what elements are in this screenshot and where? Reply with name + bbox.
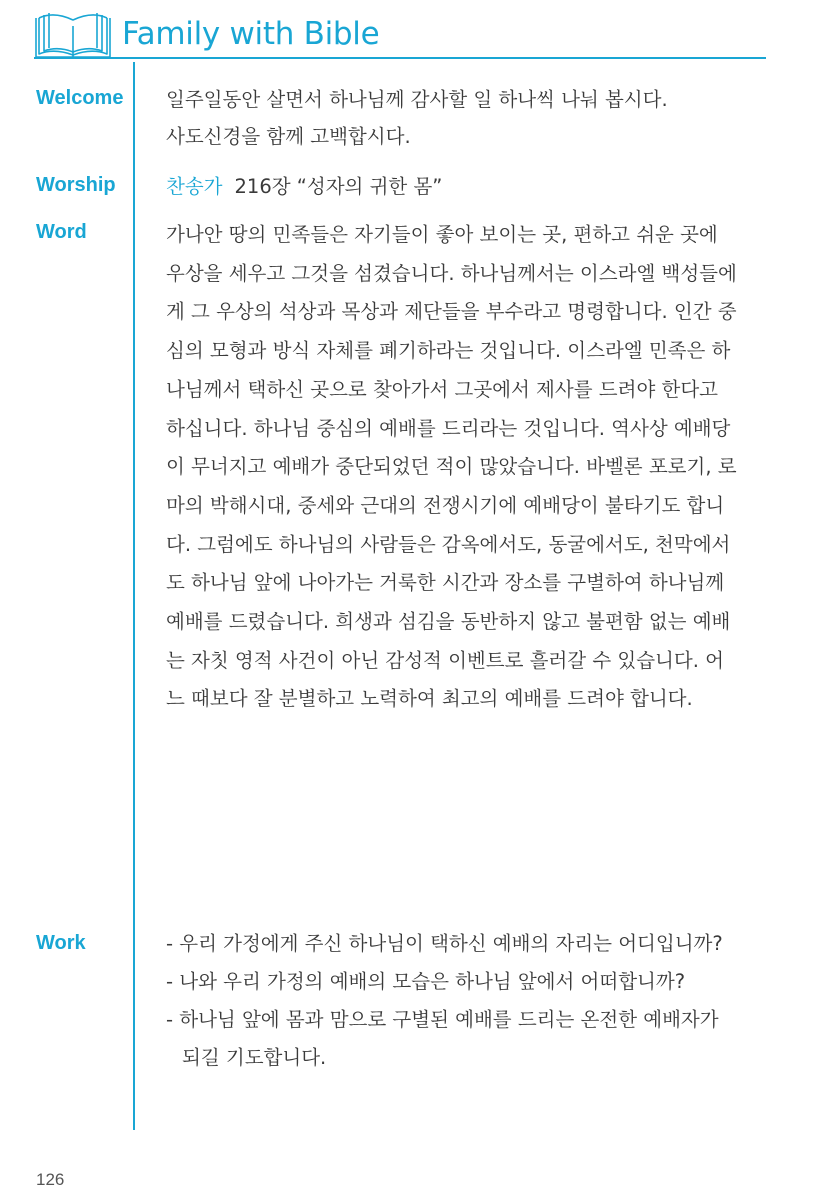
word-content <box>166 216 770 719</box>
word-line: 느 때보다 잘 분별하고 노력하여 최고의 예배를 드려야 합니다. <box>166 687 693 711</box>
hymn-text: 216장 “성자의 귀한 몸” <box>234 175 443 198</box>
work-question-continuation: 되길 기도합니다. <box>182 1046 327 1069</box>
word-line: 예배를 드렸습니다. 희생과 섬김을 동반하지 않고 불편함 없는 예배 <box>166 610 731 634</box>
open-book-icon <box>34 10 112 58</box>
section-label-welcome: Welcome <box>36 87 124 109</box>
section-label-worship: Worship <box>36 174 116 196</box>
section-label-word: Word <box>36 221 87 243</box>
section-label-work: Work <box>36 932 86 954</box>
work-question: - 나와 우리 가정의 예배의 모습은 하나님 앞에서 어떠합니까? <box>166 970 686 993</box>
page-title: Family with Bible <box>122 16 380 52</box>
work-content <box>166 925 770 1077</box>
worship-line <box>166 169 770 206</box>
page-header <box>34 10 766 60</box>
word-line: 하십니다. 하나님 중심의 예배를 드리라는 것입니다. 역사상 예배당 <box>166 416 731 440</box>
column-divider <box>133 62 135 1130</box>
word-line: 다. 그럼에도 하나님의 사람들은 감옥에서도, 동굴에서도, 천막에서 <box>166 532 731 556</box>
worship-content <box>166 169 770 206</box>
word-line: 가나안 땅의 민족들은 자기들이 좋아 보이는 곳, 편하고 쉬운 곳에 <box>166 223 718 246</box>
word-line: 심의 모형과 방식 자체를 폐기하라는 것입니다. 이스라엘 민족은 하 <box>166 339 731 363</box>
word-line: 나님께서 택하신 곳으로 찾아가서 그곳에서 제사를 드려야 한다고 <box>166 377 718 401</box>
work-question: - 우리 가정에게 주신 하나님이 택하신 예배의 자리는 어디입니까? <box>166 932 723 955</box>
word-line: 도 하나님 앞에 나아가는 거룩한 시간과 장소를 구별하여 하나님께 <box>166 571 725 595</box>
welcome-line: 사도신경을 함께 고백합시다. <box>166 124 411 148</box>
word-line: 마의 박해시대, 중세와 근대의 전쟁시기에 예배당이 불타기도 합니 <box>166 493 725 517</box>
word-line: 는 자칫 영적 사건이 아닌 감성적 이벤트로 흘러갈 수 있습니다. 어 <box>166 648 724 672</box>
page-number: 126 <box>36 1170 65 1189</box>
word-line: 이 무너지고 예배가 중단되었던 적이 많았습니다. 바벨론 포로기, 로 <box>166 455 737 479</box>
word-line: 우상을 세우고 그것을 섬겼습니다. 하나님께서는 이스라엘 백성들에 <box>166 261 737 285</box>
hymn-label: 찬송가 <box>166 175 223 198</box>
work-question: - 하나님 앞에 몸과 맘으로 구별된 예배를 드리는 온전한 예배자가 <box>166 1008 719 1031</box>
word-line: 게 그 우상의 석상과 목상과 제단들을 부수라고 명령합니다. 인간 중 <box>166 300 737 324</box>
welcome-content <box>166 82 770 155</box>
header-divider <box>34 57 766 59</box>
welcome-line: 일주일동안 살면서 하나님께 감사할 일 하나씩 나눠 봅시다. <box>166 88 668 111</box>
